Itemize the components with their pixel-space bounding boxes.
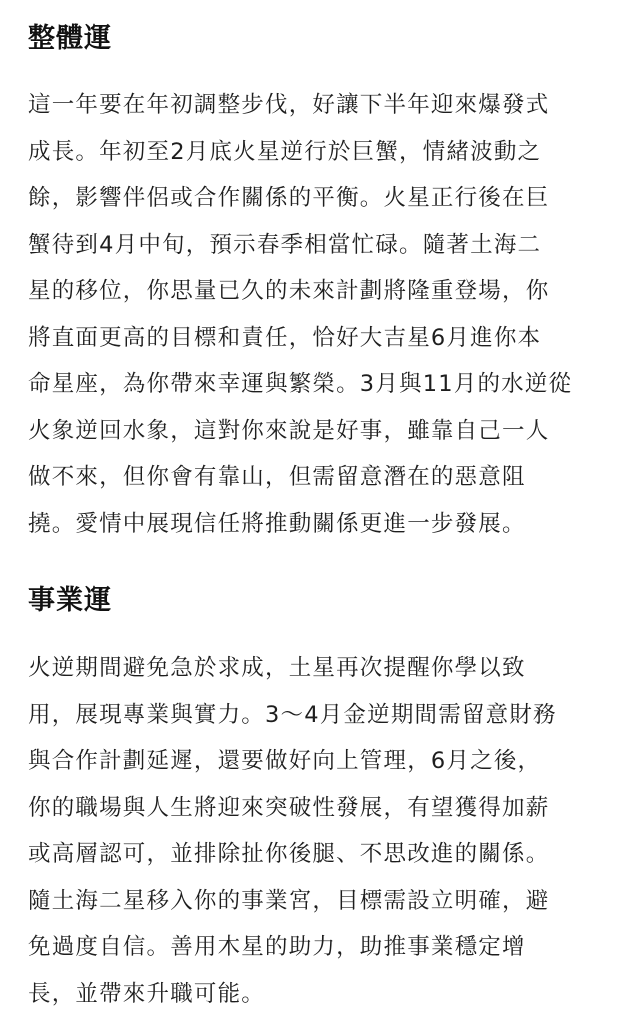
text-line: 成長。年初至2月底火星逆行於巨蟹，情緒波動之 [28,138,542,165]
text-line: 這一年要在年初調整步伐，好讓下半年迎來爆發式 [28,92,550,118]
text-line: 火象逆回水象，這對你來說是好事，雖靠自己一人 [28,417,550,444]
text-line: 與合作計劃延遲，還要做好向上管理，6月之後， [28,748,542,774]
text-line: 蟹待到4月中旬，預示春季相當忙碌。隨著土海二 [28,231,542,258]
text-line: 撓。愛情中展現信任將推動關係更進一步發展。 [28,510,526,537]
career-luck-paragraph [28,645,600,1017]
text-line: 用，展現專業與實力。3～4月金逆期間需留意財務 [28,701,557,728]
text-line: 或高層認可，並排除扯你後腿、不思改進的關係。 [28,841,550,867]
text-line: 星的移位，你思量已久的未來計劃將隆重登場，你 [28,278,550,304]
text-line: 將直面更高的目標和責任，恰好大吉星6月進你本 [28,324,542,351]
text-line: 免過度自信。善用木星的助力，助推事業穩定增 [28,934,526,960]
text-line: 你的職場與人生將迎來突破性發展，有望獲得加薪 [28,794,550,821]
text-line: 命星座，為你帶來幸運與繁榮。3月與11月的水逆從 [28,371,573,397]
section-heading-career-luck: 事業運 [28,585,112,616]
text-line: 隨土海二星移入你的事業宮，目標需設立明確，避 [28,887,550,914]
text-line: 火逆期間避免急於求成，土星再次提醒你學以致 [28,655,526,681]
overall-luck-paragraph [28,82,600,547]
text-line: 做不來，但你會有靠山，但需留意潛在的惡意阻 [28,464,526,490]
text-line: 長，並帶來升職可能。 [28,980,266,1007]
text-line: 餘，影響伴侶或合作關係的平衡。火星正行後在巨 [28,185,550,211]
section-heading-overall-luck: 整體運 [28,23,112,54]
